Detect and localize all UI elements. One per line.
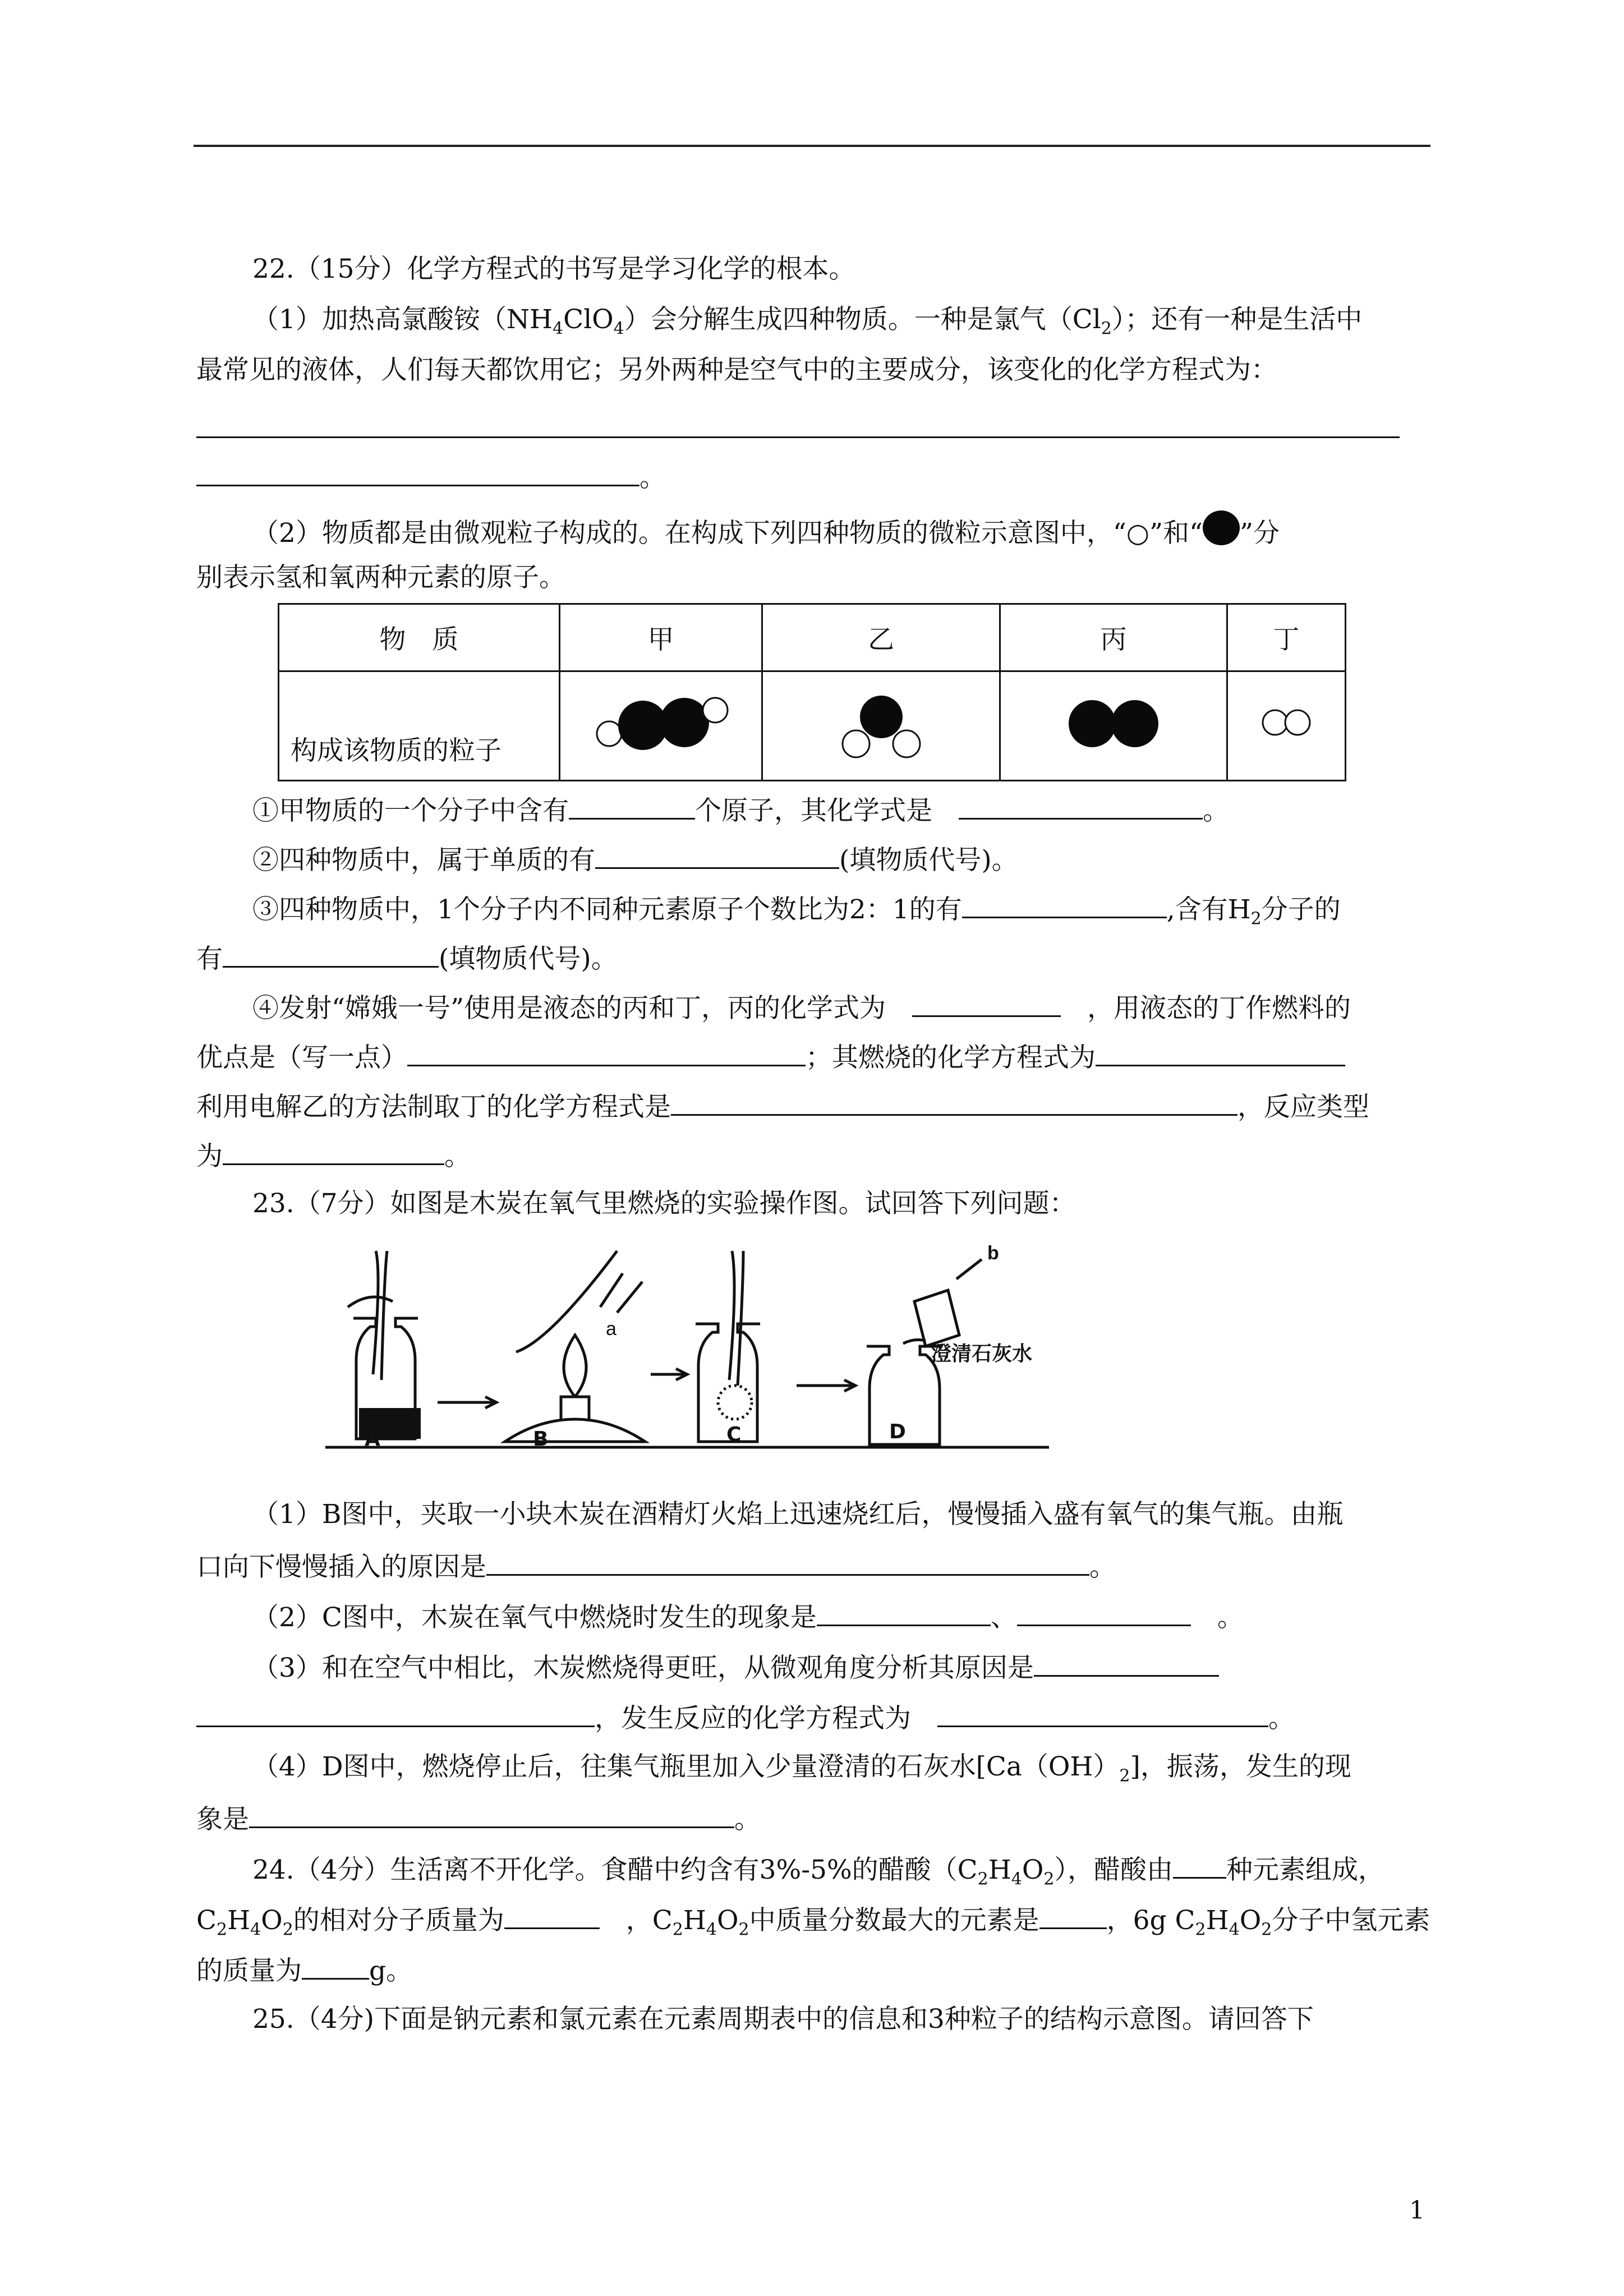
q24-line3: 的质量为 g。 [196, 1952, 412, 1988]
q22-s4-line4: 为 。 [196, 1138, 471, 1174]
answer-blank[interactable] [302, 1952, 369, 1980]
answer-blank[interactable] [962, 891, 1167, 918]
figure-label-C: C [726, 1423, 742, 1446]
q23-p1-line2: 口向下慢慢插入的原因是 。 [196, 1548, 1116, 1584]
answer-blank[interactable] [486, 1548, 1089, 1576]
table-header-label: 物 质 [279, 604, 560, 671]
molecule-ding [1227, 671, 1345, 781]
q22-s1: ①甲物质的一个分子中含有 个原子，其化学式是 。 [252, 792, 1229, 828]
h2o-molecule-icon [825, 678, 937, 767]
table-col-jia: 甲 [559, 604, 762, 671]
answer-blank[interactable] [1039, 1902, 1107, 1929]
answer-blank[interactable] [223, 940, 439, 968]
label-b: b [987, 1243, 999, 1264]
molecule-jia [559, 671, 762, 781]
answer-line[interactable] [196, 436, 1400, 438]
q23-p1-line1: （1）B图中，夹取一小块木炭在酒精灯火焰上迅速烧红后，慢慢插入盛有氧气的集气瓶。由瓶 [252, 1499, 1344, 1530]
answer-blank[interactable] [407, 1039, 806, 1066]
answer-blank[interactable] [817, 1599, 991, 1626]
answer-blank[interactable] [959, 792, 1203, 820]
table-col-ding: 丁 [1227, 604, 1345, 671]
table-col-bing: 丙 [1000, 604, 1227, 671]
h2o2-molecule-icon [588, 678, 734, 767]
answer-blank[interactable] [1034, 1649, 1219, 1677]
page-number: 1 [1409, 2196, 1425, 2225]
table-row-label: 构成该物质的粒子 [279, 671, 560, 781]
molecule-yi [762, 671, 1000, 781]
answer-blank[interactable] [249, 1801, 734, 1828]
molecule-table [278, 603, 1346, 781]
q22-title: 22.（15分）化学方程式的书写是学习化学的根本。 [252, 254, 855, 284]
answer-blank[interactable] [196, 1700, 595, 1727]
q22-part1-line1: （1）加热高氯酸铵$(NH_4ClO_4)$会分解生成四种物质。一种是氯气$(Cl_2)$；还有一种是生活中 [252, 304, 1363, 339]
figure-label-B: B [533, 1428, 549, 1451]
q25-line1: 25.（4分)下面是钠元素和氯元素在元素周期表中的信息和3种粒子的结构示意图。请回答下 [252, 2004, 1314, 2035]
q22-part1-line3: 。 [196, 459, 666, 495]
q22-part2-line1: （2）物质都是由微观粒子构成的。在构成下列四种物质的微粒示意图中，“○”和“ ”分 [252, 510, 1280, 550]
q24-line2: $C_2H_4O_2$的相对分子质量为 ，$C_2H_4O_2$中质量分数最大的元素是 ，6g $C_2H_4O_2$分子中氢元素 [196, 1902, 1430, 1938]
q23-p4-line1: （4）D图中，燃烧停止后，往集气瓶里加入少量澄清的石灰水$[Ca(OH)_2]$，振荡，发生的现 [252, 1751, 1351, 1786]
limewater-label: 澄清石灰水 [931, 1342, 1033, 1365]
answer-blank[interactable] [937, 1700, 1268, 1727]
q22-s4-line3: 利用电解乙的方法制取丁的化学方程式是 ，反应类型 [196, 1088, 1369, 1124]
answer-blank[interactable] [595, 841, 839, 869]
o2-molecule-icon [1057, 683, 1170, 762]
q24-line1: 24.（4分）生活离不开化学。食醋中约含有3%-5%的醋酸$(C_2H_4O_2)$，醋酸由 种元素组成， [252, 1851, 1384, 1887]
figure-label-A: A [365, 1428, 380, 1451]
header-rule [194, 145, 1430, 147]
q22-s3-line1: ③四种物质中，1个分子内不同种元素原子个数比为2：1的有 ,含有$H_2$分子的 [252, 891, 1341, 927]
answer-blank[interactable] [1173, 1851, 1226, 1879]
answer-blank[interactable] [912, 990, 1061, 1017]
answer-blank[interactable] [504, 1902, 600, 1929]
q22-s4-line2: 优点是（写一点） ；其燃烧的化学方程式为 [196, 1039, 1345, 1075]
q22-part1-line2: 最常见的液体，人们每天都饮用它；另外两种是空气中的主要成分，该变化的化学方程式为： [196, 355, 1277, 385]
answer-blank[interactable] [671, 1088, 1237, 1116]
table-col-yi: 乙 [762, 604, 1000, 671]
answer-blank[interactable] [569, 792, 695, 820]
figure-label-D: D [889, 1420, 906, 1443]
h2-molecule-icon [1255, 700, 1317, 745]
answer-blank[interactable] [223, 1138, 444, 1165]
q22-s2: ②四种物质中，属于单质的有 (填物质代号)。 [252, 841, 1018, 877]
experiment-figure [325, 1240, 1066, 1464]
answer-blank[interactable] [1017, 1599, 1191, 1626]
q23-p3-line1: （3）和在空气中相比，木炭燃烧得更旺，从微观角度分析其原因是 [252, 1649, 1219, 1685]
q23-p4-line2: 象是 。 [196, 1801, 761, 1837]
q23-title: 23.（7分）如图是木炭在氧气里燃烧的实验操作图。试回答下列问题： [252, 1188, 1076, 1219]
molecule-bing [1000, 671, 1227, 781]
answer-blank[interactable] [196, 459, 640, 486]
q22-s3-line2: 有 (填物质代号)。 [196, 940, 618, 976]
q22-part2-line2: 别表示氢和氧两种元素的原子。 [196, 562, 565, 593]
q22-s4-line1: ④发射“嫦娥一号”使用是液态的丙和丁，丙的化学式为 ，用液态的丁作燃料的 [252, 990, 1351, 1025]
q23-p3-line2: ，发生反应的化学方程式为 。 [196, 1700, 1295, 1736]
oxygen-atom-icon [1203, 510, 1240, 545]
q23-p2: （2）C图中，木炭在氧气中燃烧时发生的现象是 、 。 [252, 1599, 1244, 1635]
label-a: a [606, 1318, 617, 1340]
answer-blank[interactable] [1096, 1039, 1345, 1066]
